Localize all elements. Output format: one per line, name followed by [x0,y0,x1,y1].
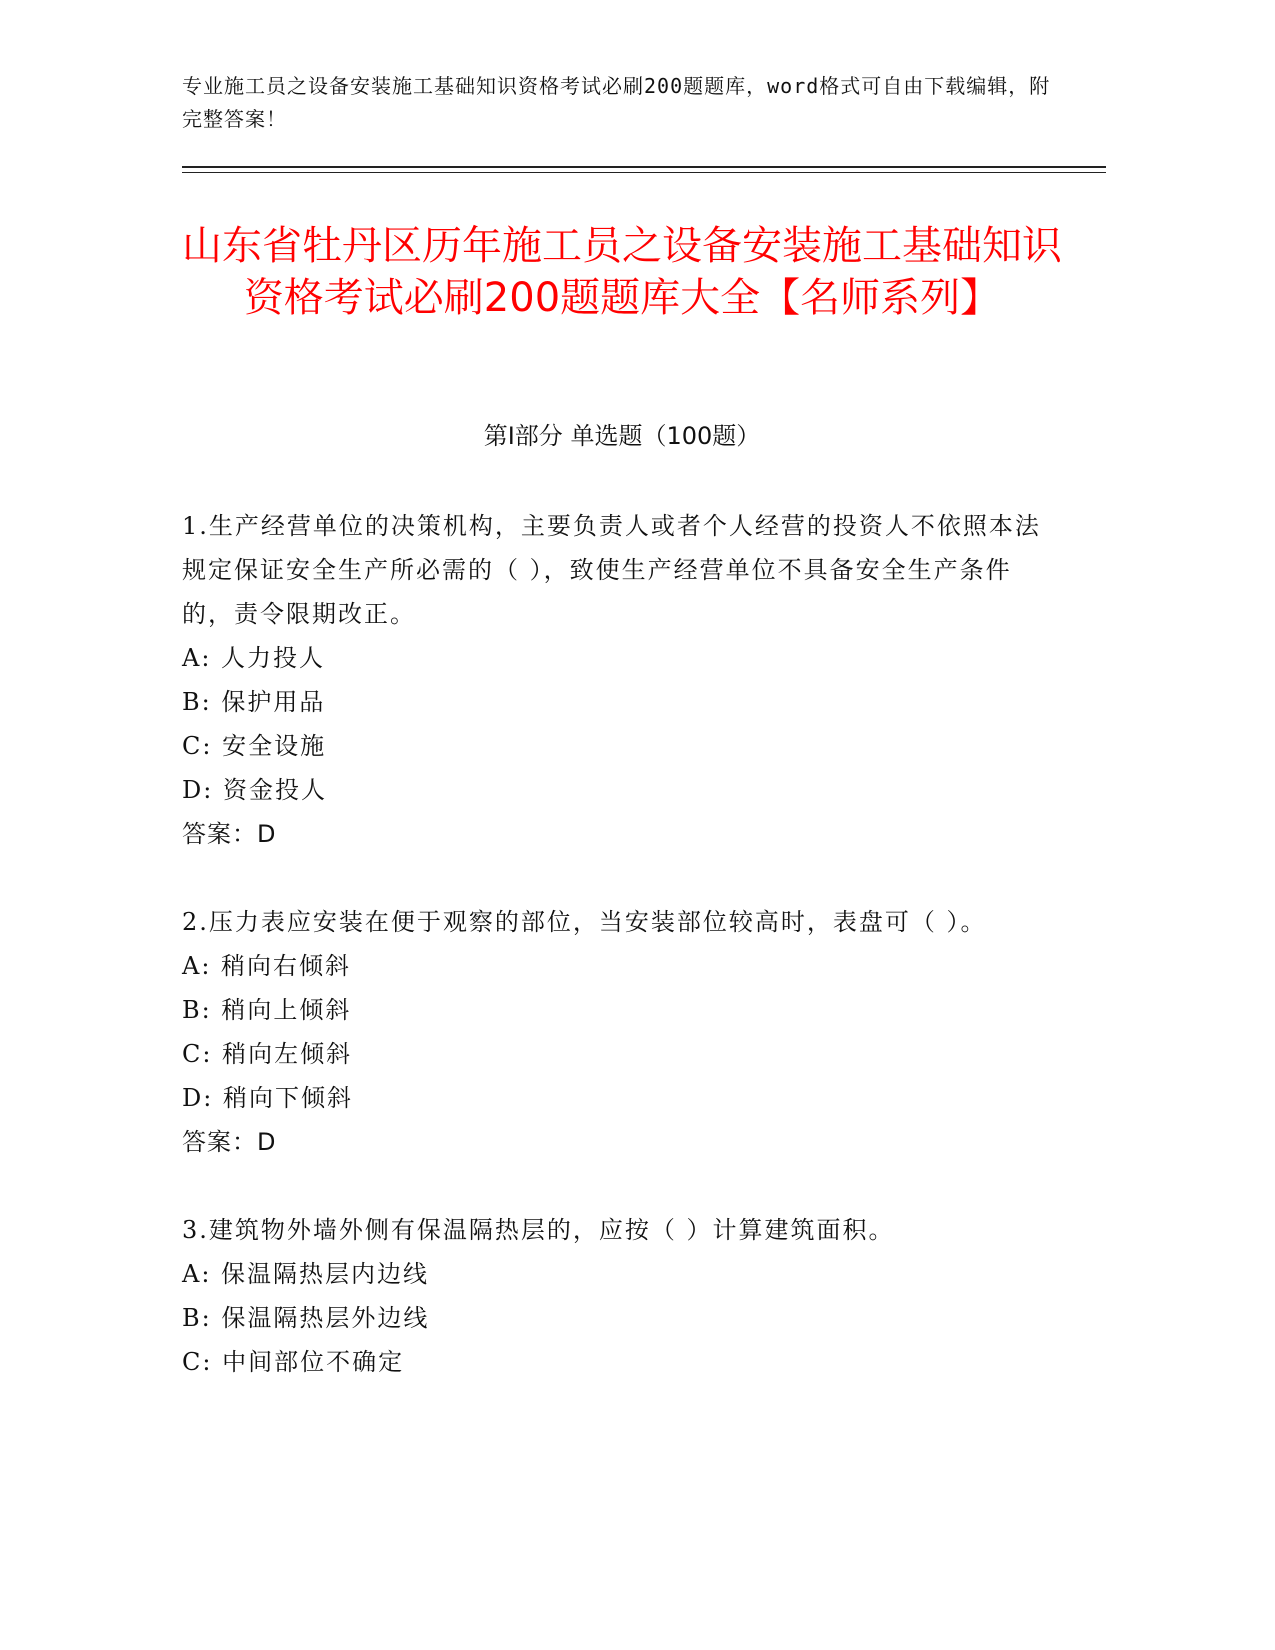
question-item [182,1208,1042,1384]
option-b: B: 保温隔热层外边线 [182,1304,430,1332]
option-c: C: 中间部位不确定 [182,1348,405,1376]
answer: 答案：D [182,820,277,848]
option-a: A: 人力投人 [182,644,326,672]
question-spacer [182,856,1042,900]
option-c: C: 安全设施 [182,732,327,760]
option-d: D: 稍向下倾斜 [182,1084,353,1112]
document-title: 山东省牡丹区历年施工员之设备安装施工基础知识资格考试必刷200题题库大全【名师系列】 [182,223,1062,321]
option-b: B: 稍向上倾斜 [182,996,352,1024]
option-a: A: 稍向右倾斜 [182,952,352,980]
option-a: A: 保温隔热层内边线 [182,1260,430,1288]
question-item [182,900,1042,1164]
question-list [182,504,1042,1384]
option-b: B: 保护用品 [182,688,326,716]
option-c: C: 稍向左倾斜 [182,1040,353,1068]
question-stem: 1.生产经营单位的决策机构，主要负责人或者个人经营的投资人不依照本法规定保证安全生产所必需的（ ），致使生产经营单位不具备安全生产条件的，责令限期改正。 [182,512,1041,628]
option-d: D: 资金投人 [182,776,327,804]
header-note: 专业施工员之设备安装施工基础知识资格考试必刷200题题库，word格式可自由下载编辑，附完整答案！ [182,74,1051,131]
section-heading: 第I部分 单选题（100题） [483,422,761,450]
question-item [182,504,1042,856]
header-rule-thin [182,172,1106,173]
answer: 答案：D [182,1128,277,1156]
question-spacer [182,1164,1042,1208]
question-stem: 2.压力表应安装在便于观察的部位，当安装部位较高时，表盘可（ ）。 [182,908,987,936]
question-stem: 3.建筑物外墙外侧有保温隔热层的，应按（ ）计算建筑面积。 [182,1216,895,1244]
header-rule-thick [182,166,1106,168]
